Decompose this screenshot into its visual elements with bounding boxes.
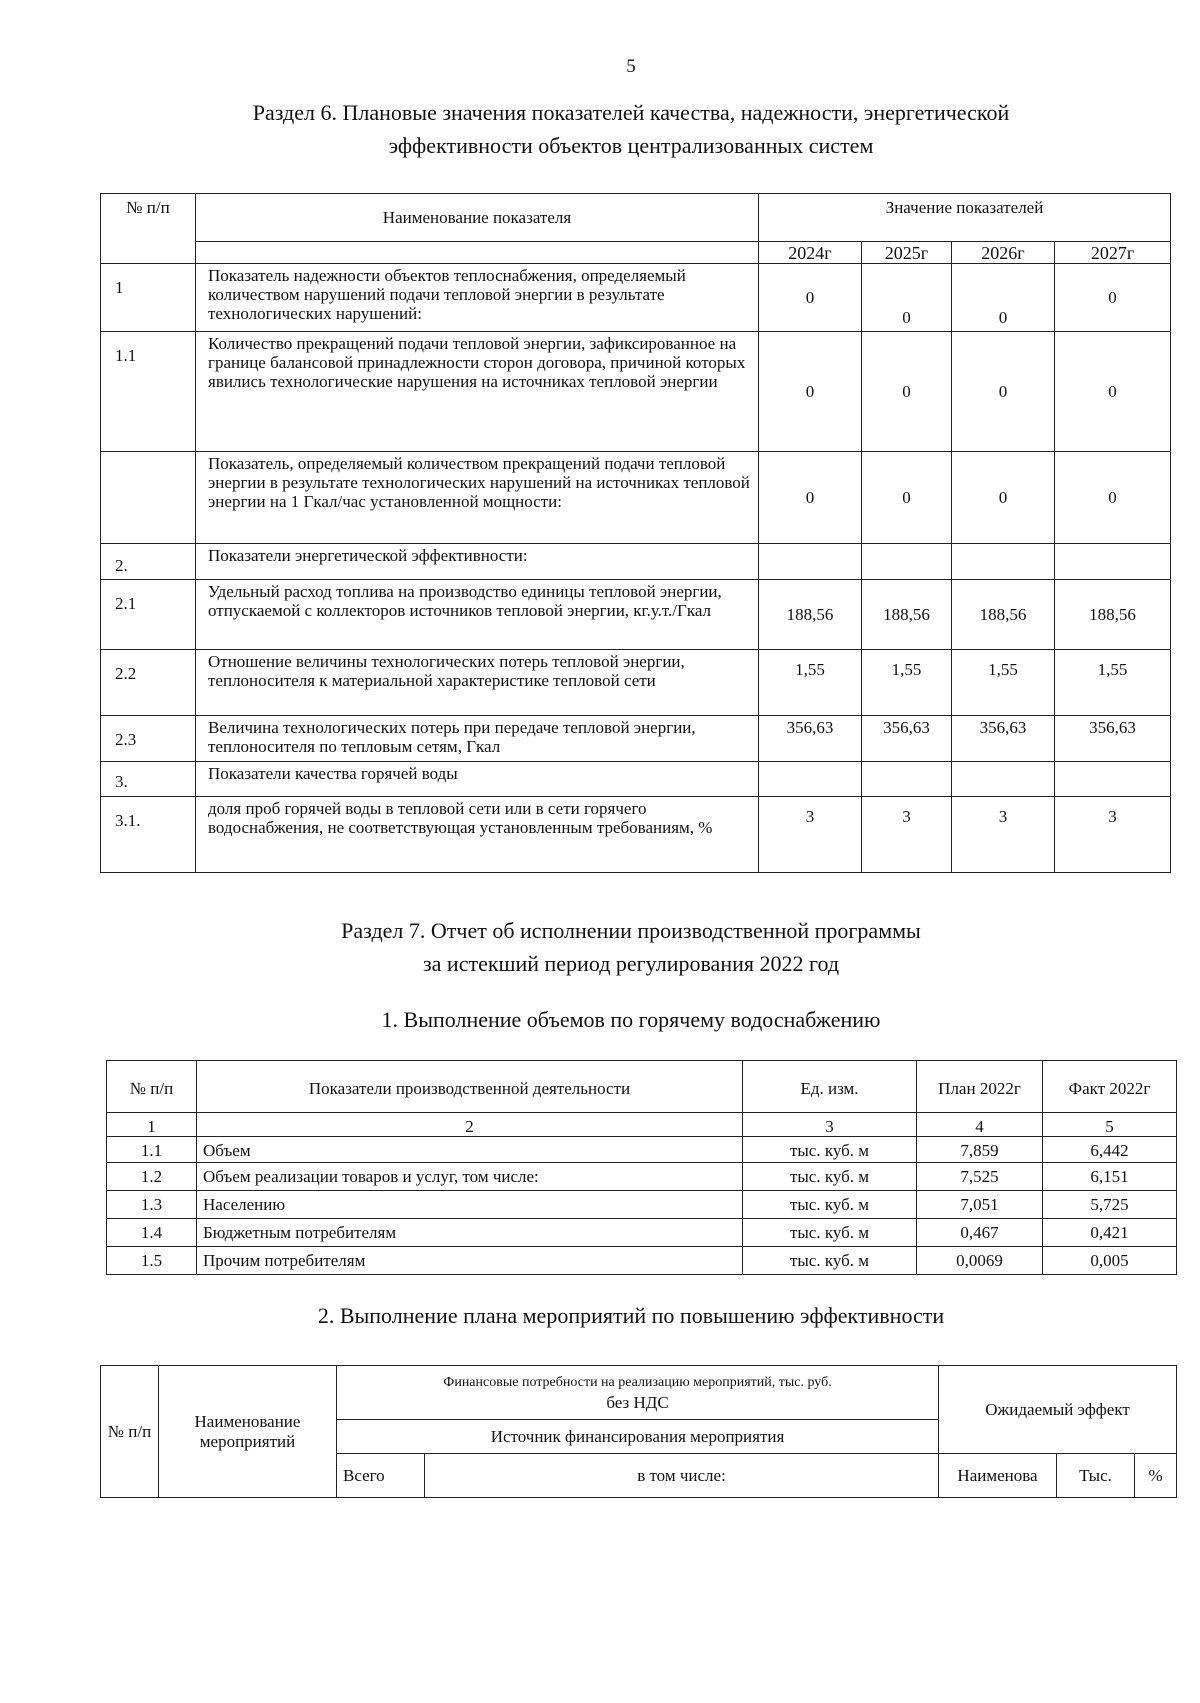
table-row: 2.2 Отношение величины технологических потерь тепловой энергии, теплоносителя к материальной характеристике тепловой сети 1,55 1,55 1,55 1,55: [101, 650, 1171, 716]
year-2024: 2024г: [759, 242, 862, 264]
table-row: 2. Показатели энергетической эффективности:: [101, 544, 1171, 580]
table-row: 1.5 Прочим потребителям тыс. куб. м 0,0069 0,005: [107, 1247, 1177, 1275]
year-2027: 2027г: [1055, 242, 1171, 264]
header-num: № п/п: [101, 194, 196, 264]
table-row: Показатель, определяемый количеством прекращений подачи тепловой энергии в результате технологических нарушений на источниках тепловой энергии на 1 Гкал/час установленной мощности: 0 0 0 0: [101, 452, 1171, 544]
table-header-row: [101, 194, 1171, 242]
table-row: 1.2 Объем реализации товаров и услуг, том числе: тыс. куб. м 7,525 6,151: [107, 1163, 1177, 1191]
table-row: 1.3 Населению тыс. куб. м 7,051 5,725: [107, 1191, 1177, 1219]
table-row: 1.4 Бюджетным потребителям тыс. куб. м 0,467 0,421: [107, 1219, 1177, 1247]
table-row: 3.1. доля проб горячей воды в тепловой сети или в сети горячего водоснабжения, не соответствующая установленным требованиям, % 3 3 3 3: [101, 797, 1171, 873]
section7-measures-table: № п/п Наименование мероприятий Финансовые потребности на реализацию мероприятий, тыс. руб. без НДС Ожидаемый эффект Источник финансирования мероприятия Всего в том числе: Наименова Тыс. %: [100, 1365, 1177, 1498]
page-number: 5: [626, 56, 636, 77]
section7-title: Раздел 7. Отчет об исполнении производственной программы за истекший период регулирования 2022 год: [341, 918, 921, 976]
header-finance: Финансовые потребности на реализацию мероприятий, тыс. руб. без НДС: [337, 1366, 939, 1420]
table-row: 1 Показатель надежности объектов теплоснабжения, определяемый количеством нарушений подачи тепловой энергии в результате технологических нарушений: 0 0 0 0: [101, 264, 1171, 332]
table-row: 2.3 Величина технологических потерь при передаче тепловой энергии, теплоносителя по тепловым сетям, Гкал 356,63 356,63 356,63 356,63: [101, 716, 1171, 762]
section7-sub2-title: 2. Выполнение плана мероприятий по повышению эффективности: [317, 1303, 945, 1328]
table-row: 3. Показатели качества горячей воды: [101, 762, 1171, 797]
column-numbers-row: 1 2 3 4 5: [107, 1113, 1177, 1137]
section7-volumes-table: [106, 1060, 1177, 1275]
table-row: 2.1 Удельный расход топлива на производство единицы тепловой энергии, отпускаемой с коллекторов источников тепловой энергии, кг.у.т./Гкал 188,56 188,56 188,56 188,56: [101, 580, 1171, 650]
header-name: Наименование показателя: [196, 194, 759, 242]
year-2025: 2025г: [862, 242, 952, 264]
section6-title: Раздел 6. Плановые значения показателей качества, надежности, энергетической эффективности объектов централизованных систем: [252, 100, 1010, 158]
table-header-row: № п/п Наименование мероприятий Финансовые потребности на реализацию мероприятий, тыс. руб. без НДС Ожидаемый эффект: [101, 1366, 1177, 1420]
years-row: [101, 242, 1171, 264]
table-header-row: № п/п Показатели производственной деятельности Ед. изм. План 2022г Факт 2022г: [107, 1061, 1177, 1113]
section6-table: [100, 193, 1171, 873]
header-values: Значение показателей: [759, 194, 1171, 242]
table-row: 1.1 Количество прекращений подачи тепловой энергии, зафиксированное на границе балансовой принадлежности сторон договора, причиной которых явились технологические нарушения на источниках тепловой энергии 0 0 0 0: [101, 332, 1171, 452]
year-2026: 2026г: [952, 242, 1055, 264]
section7-sub1-title: 1. Выполнение объемов по горячему водоснабжению: [381, 1007, 881, 1032]
table-row: 1.1 Объем тыс. куб. м 7,859 6,442: [107, 1137, 1177, 1163]
